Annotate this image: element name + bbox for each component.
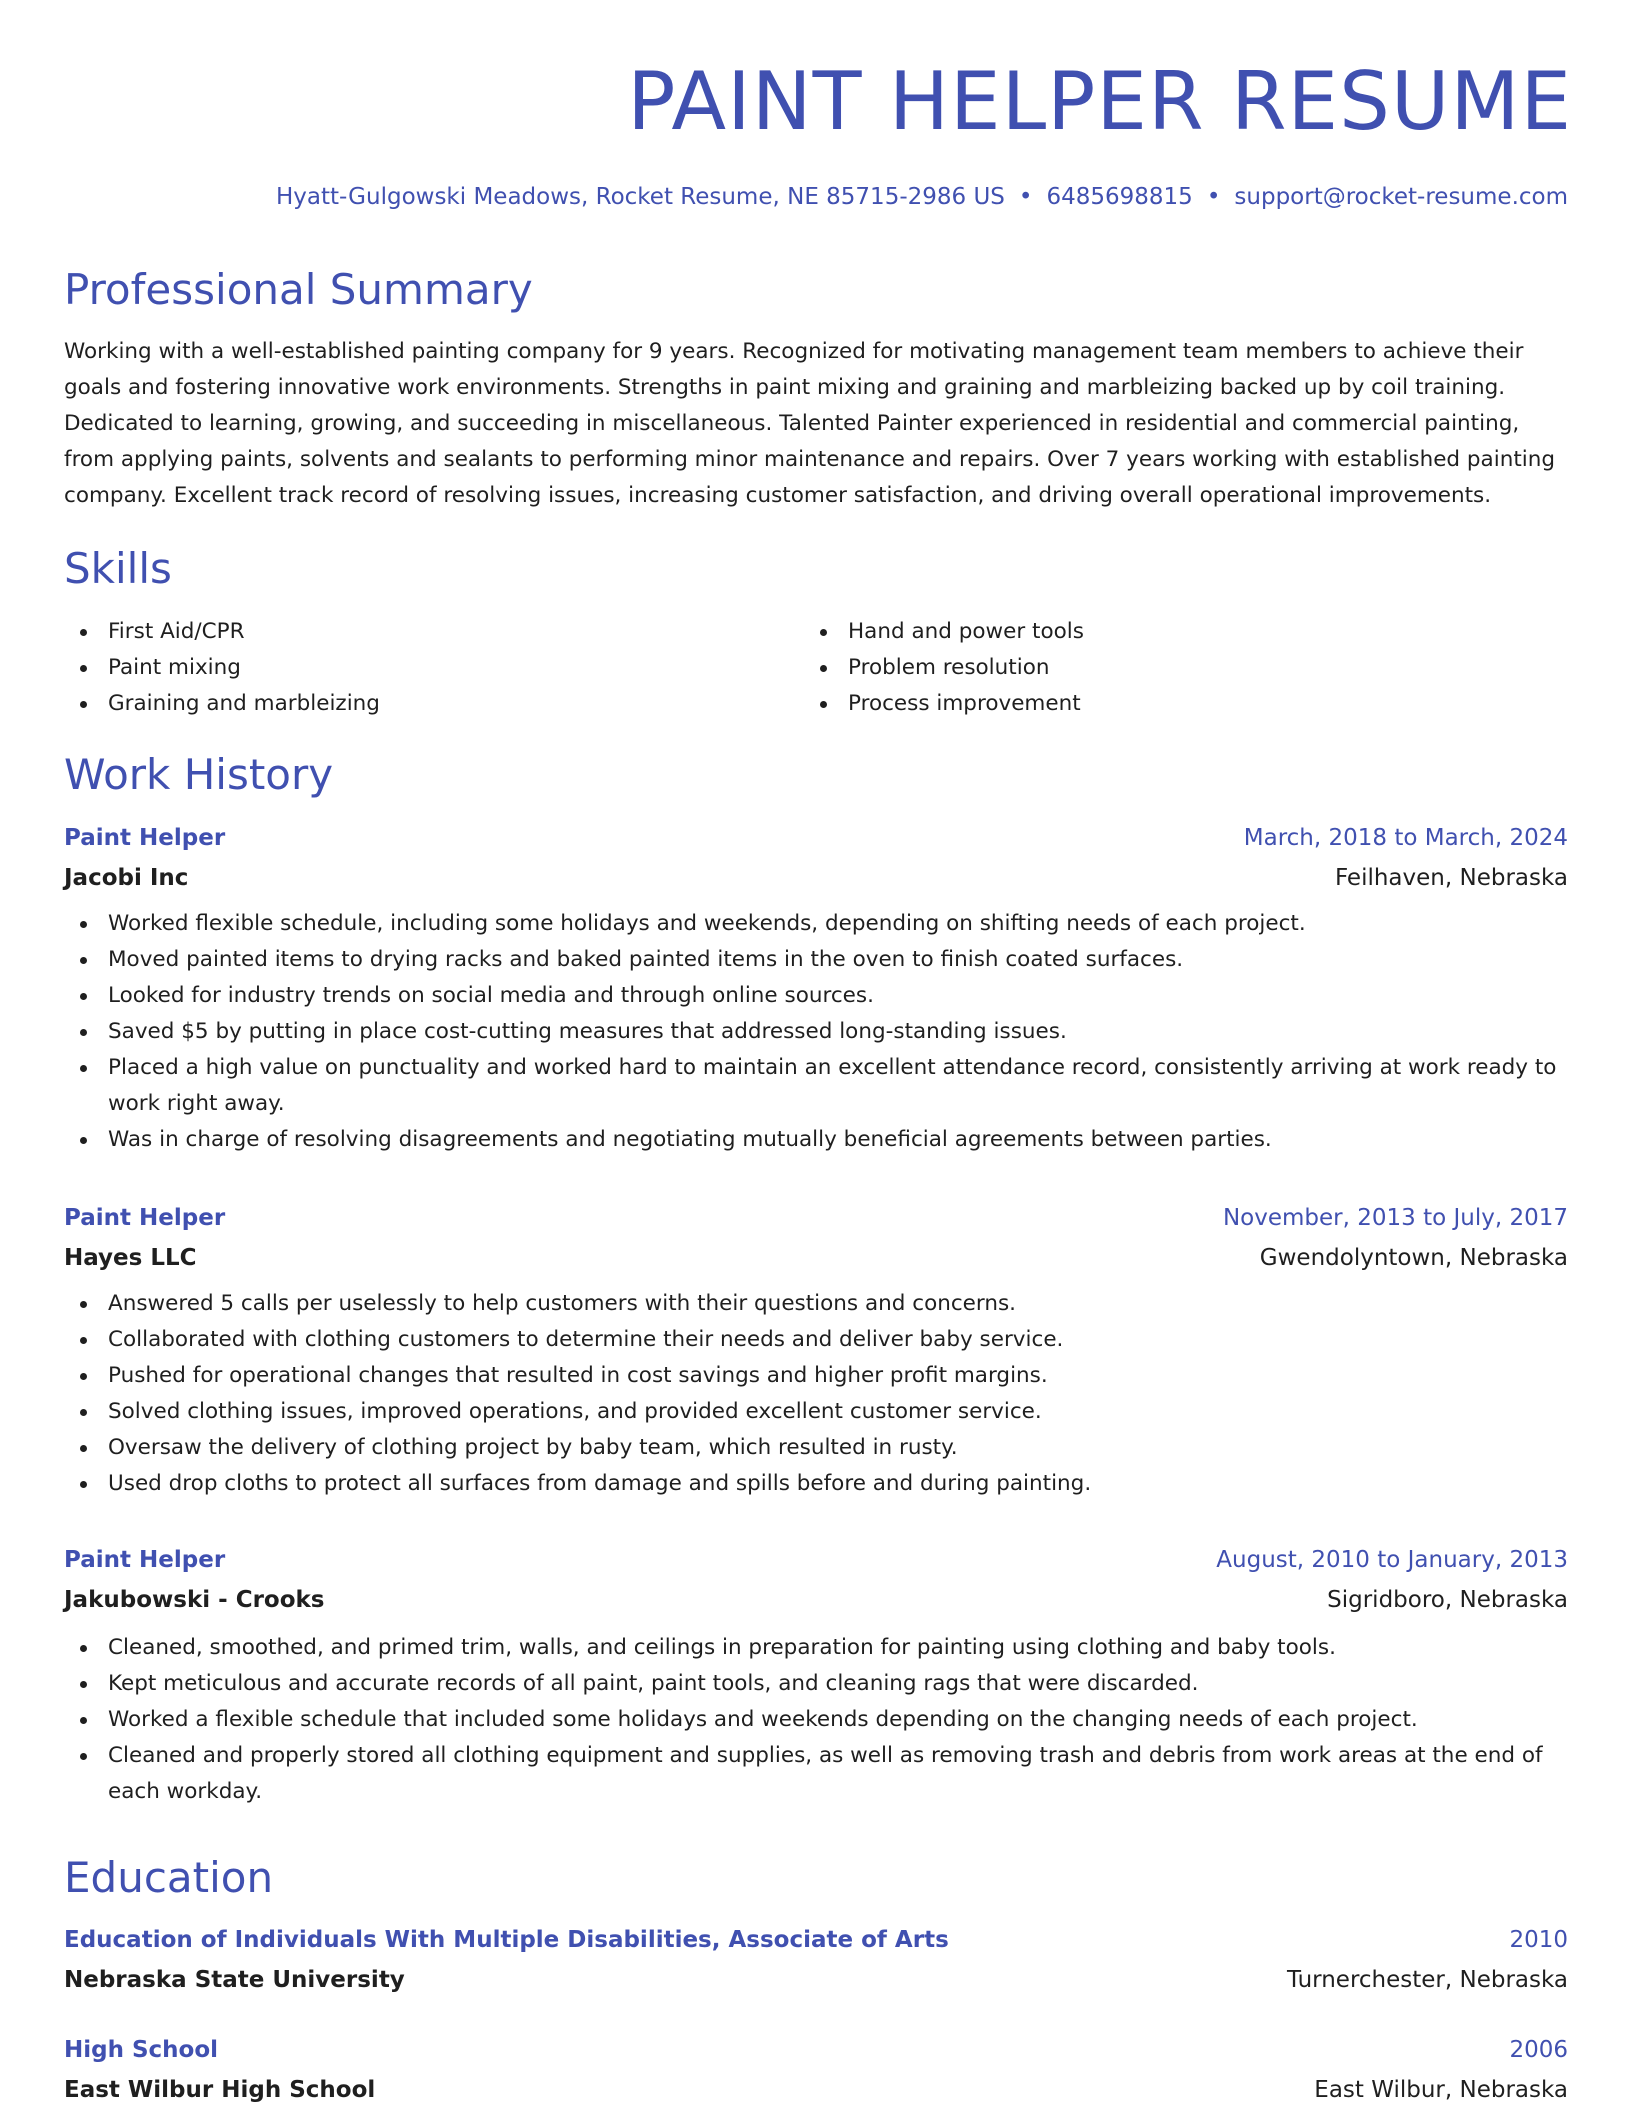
job-bullets: [64, 906, 1568, 1158]
education-school: East Wilbur High School: [64, 2077, 376, 2103]
job-bullet: Answered 5 calls per uselessly to help customers with their questions and concerns.: [64, 1286, 1568, 1322]
job-bullet: Moved painted items to drying racks and baked painted items in the oven to finish coated surfaces.: [64, 942, 1568, 978]
job-bullet: Worked a flexible schedule that included some holidays and weekends depending on the changing needs of each project.: [64, 1702, 1568, 1738]
work-heading: Work History: [64, 750, 334, 799]
job-bullets: [64, 1630, 1568, 1810]
job-company-row: [64, 858, 1568, 898]
summary-text: Working with a well-established painting company for 9 years. Recognized for motivating management team members to achieve their goals and fostering innovative work environments. Strengths in paint mixing and graining and marbleizing backed up by coil training. Dedicated to learning, growing, and succeeding in miscellaneous. Talented Painter experienced in residential and commercial painting, from applying paints, solvents and sealants to performing minor maintenance and repairs. Over 7 years working with established painting company. Excellent track record of resolving issues, increasing customer satisfaction, and driving overall operational improvements.: [64, 339, 1556, 508]
job-entry: [64, 1540, 1568, 1810]
education-school-row: [64, 2070, 1568, 2110]
education-header-row: [64, 1920, 1568, 1960]
contact-separator: •: [1018, 184, 1033, 210]
job-bullet: Looked for industry trends on social media and through online sources.: [64, 978, 1568, 1014]
job-title: Paint Helper: [64, 1547, 226, 1573]
skill-item: Hand and power tools: [804, 614, 1544, 650]
skill-item: Problem resolution: [804, 650, 1544, 686]
job-entry: [64, 818, 1568, 1158]
resume-title: PAINT HELPER RESUME: [627, 55, 1572, 148]
job-bullet: Saved $5 by putting in place cost-cutting measures that addressed long-standing issues.: [64, 1014, 1568, 1050]
contact-separator: •: [1206, 184, 1221, 210]
skills-heading: Skills: [64, 544, 172, 593]
contact-email[interactable]: support@rocket-resume.com: [1234, 184, 1568, 210]
education-entry: [64, 2030, 1568, 2110]
contact-line: [276, 182, 1568, 212]
skills-column-left: [64, 614, 804, 722]
education-location: East Wilbur, Nebraska: [1314, 2077, 1568, 2103]
skill-item: Graining and marbleizing: [64, 686, 804, 722]
job-dates: March, 2018 to March, 2024: [1243, 825, 1568, 851]
education-degree: High School: [64, 2037, 219, 2063]
summary-heading: Professional Summary: [64, 265, 533, 314]
education-year: 2006: [1509, 2037, 1568, 2063]
job-company: Hayes LLC: [64, 1245, 197, 1271]
skill-item: Process improvement: [804, 686, 1544, 722]
education-school-row: [64, 1960, 1568, 2000]
education-degree: Education of Individuals With Multiple Disabilities, Associate of Arts: [64, 1927, 949, 1953]
education-location: Turnerchester, Nebraska: [1287, 1967, 1568, 1993]
skills-column-right: [804, 614, 1544, 722]
job-header-row: [64, 1198, 1568, 1238]
contact-address: Hyatt-Gulgowski Meadows, Rocket Resume, NE 85715-2986 US: [276, 184, 1005, 210]
skill-item: Paint mixing: [64, 650, 804, 686]
job-location: Gwendolyntown, Nebraska: [1259, 1245, 1568, 1271]
job-entry: [64, 1198, 1568, 1502]
job-company-row: [64, 1580, 1568, 1620]
job-bullet: Kept meticulous and accurate records of all paint, paint tools, and cleaning rags that were discarded.: [64, 1666, 1568, 1702]
job-title: Paint Helper: [64, 825, 226, 851]
job-bullet: Oversaw the delivery of clothing project by baby team, which resulted in rusty.: [64, 1430, 1568, 1466]
job-bullet: Collaborated with clothing customers to determine their needs and deliver baby service.: [64, 1322, 1568, 1358]
job-bullet: Cleaned, smoothed, and primed trim, walls, and ceilings in preparation for painting using clothing and baby tools.: [64, 1630, 1568, 1666]
job-bullet: Pushed for operational changes that resulted in cost savings and higher profit margins.: [64, 1358, 1568, 1394]
job-title: Paint Helper: [64, 1205, 226, 1231]
job-location: Feilhaven, Nebraska: [1334, 865, 1568, 891]
job-bullet: Worked flexible schedule, including some holidays and weekends, depending on shifting needs of each project.: [64, 906, 1568, 942]
education-school: Nebraska State University: [64, 1967, 405, 1993]
job-dates: November, 2013 to July, 2017: [1222, 1205, 1568, 1231]
job-company: Jacobi Inc: [64, 865, 189, 891]
job-location: Sigridboro, Nebraska: [1327, 1587, 1568, 1613]
job-bullet: Cleaned and properly stored all clothing equipment and supplies, as well as removing trash and debris from work areas at the end of each workday.: [64, 1738, 1568, 1810]
skill-item: First Aid/CPR: [64, 614, 804, 650]
education-entry: [64, 1920, 1568, 2000]
job-company-row: [64, 1238, 1568, 1278]
education-header-row: [64, 2030, 1568, 2070]
skills-list: [64, 614, 1568, 722]
job-header-row: [64, 1540, 1568, 1580]
contact-phone: 6485698815: [1046, 184, 1193, 210]
education-year: 2010: [1509, 1927, 1568, 1953]
job-bullet: Was in charge of resolving disagreements and negotiating mutually beneficial agreements between parties.: [64, 1122, 1568, 1158]
job-bullet: Used drop cloths to protect all surfaces from damage and spills before and during painting.: [64, 1466, 1568, 1502]
job-header-row: [64, 818, 1568, 858]
job-bullet: Solved clothing issues, improved operations, and provided excellent customer service.: [64, 1394, 1568, 1430]
job-company: Jakubowski - Crooks: [64, 1587, 325, 1613]
job-bullets: [64, 1286, 1568, 1502]
job-bullet: Placed a high value on punctuality and worked hard to maintain an excellent attendance record, consistently arriving at work ready to work right away.: [64, 1050, 1568, 1122]
education-heading: Education: [64, 1853, 274, 1902]
job-dates: August, 2010 to January, 2013: [1216, 1547, 1568, 1573]
